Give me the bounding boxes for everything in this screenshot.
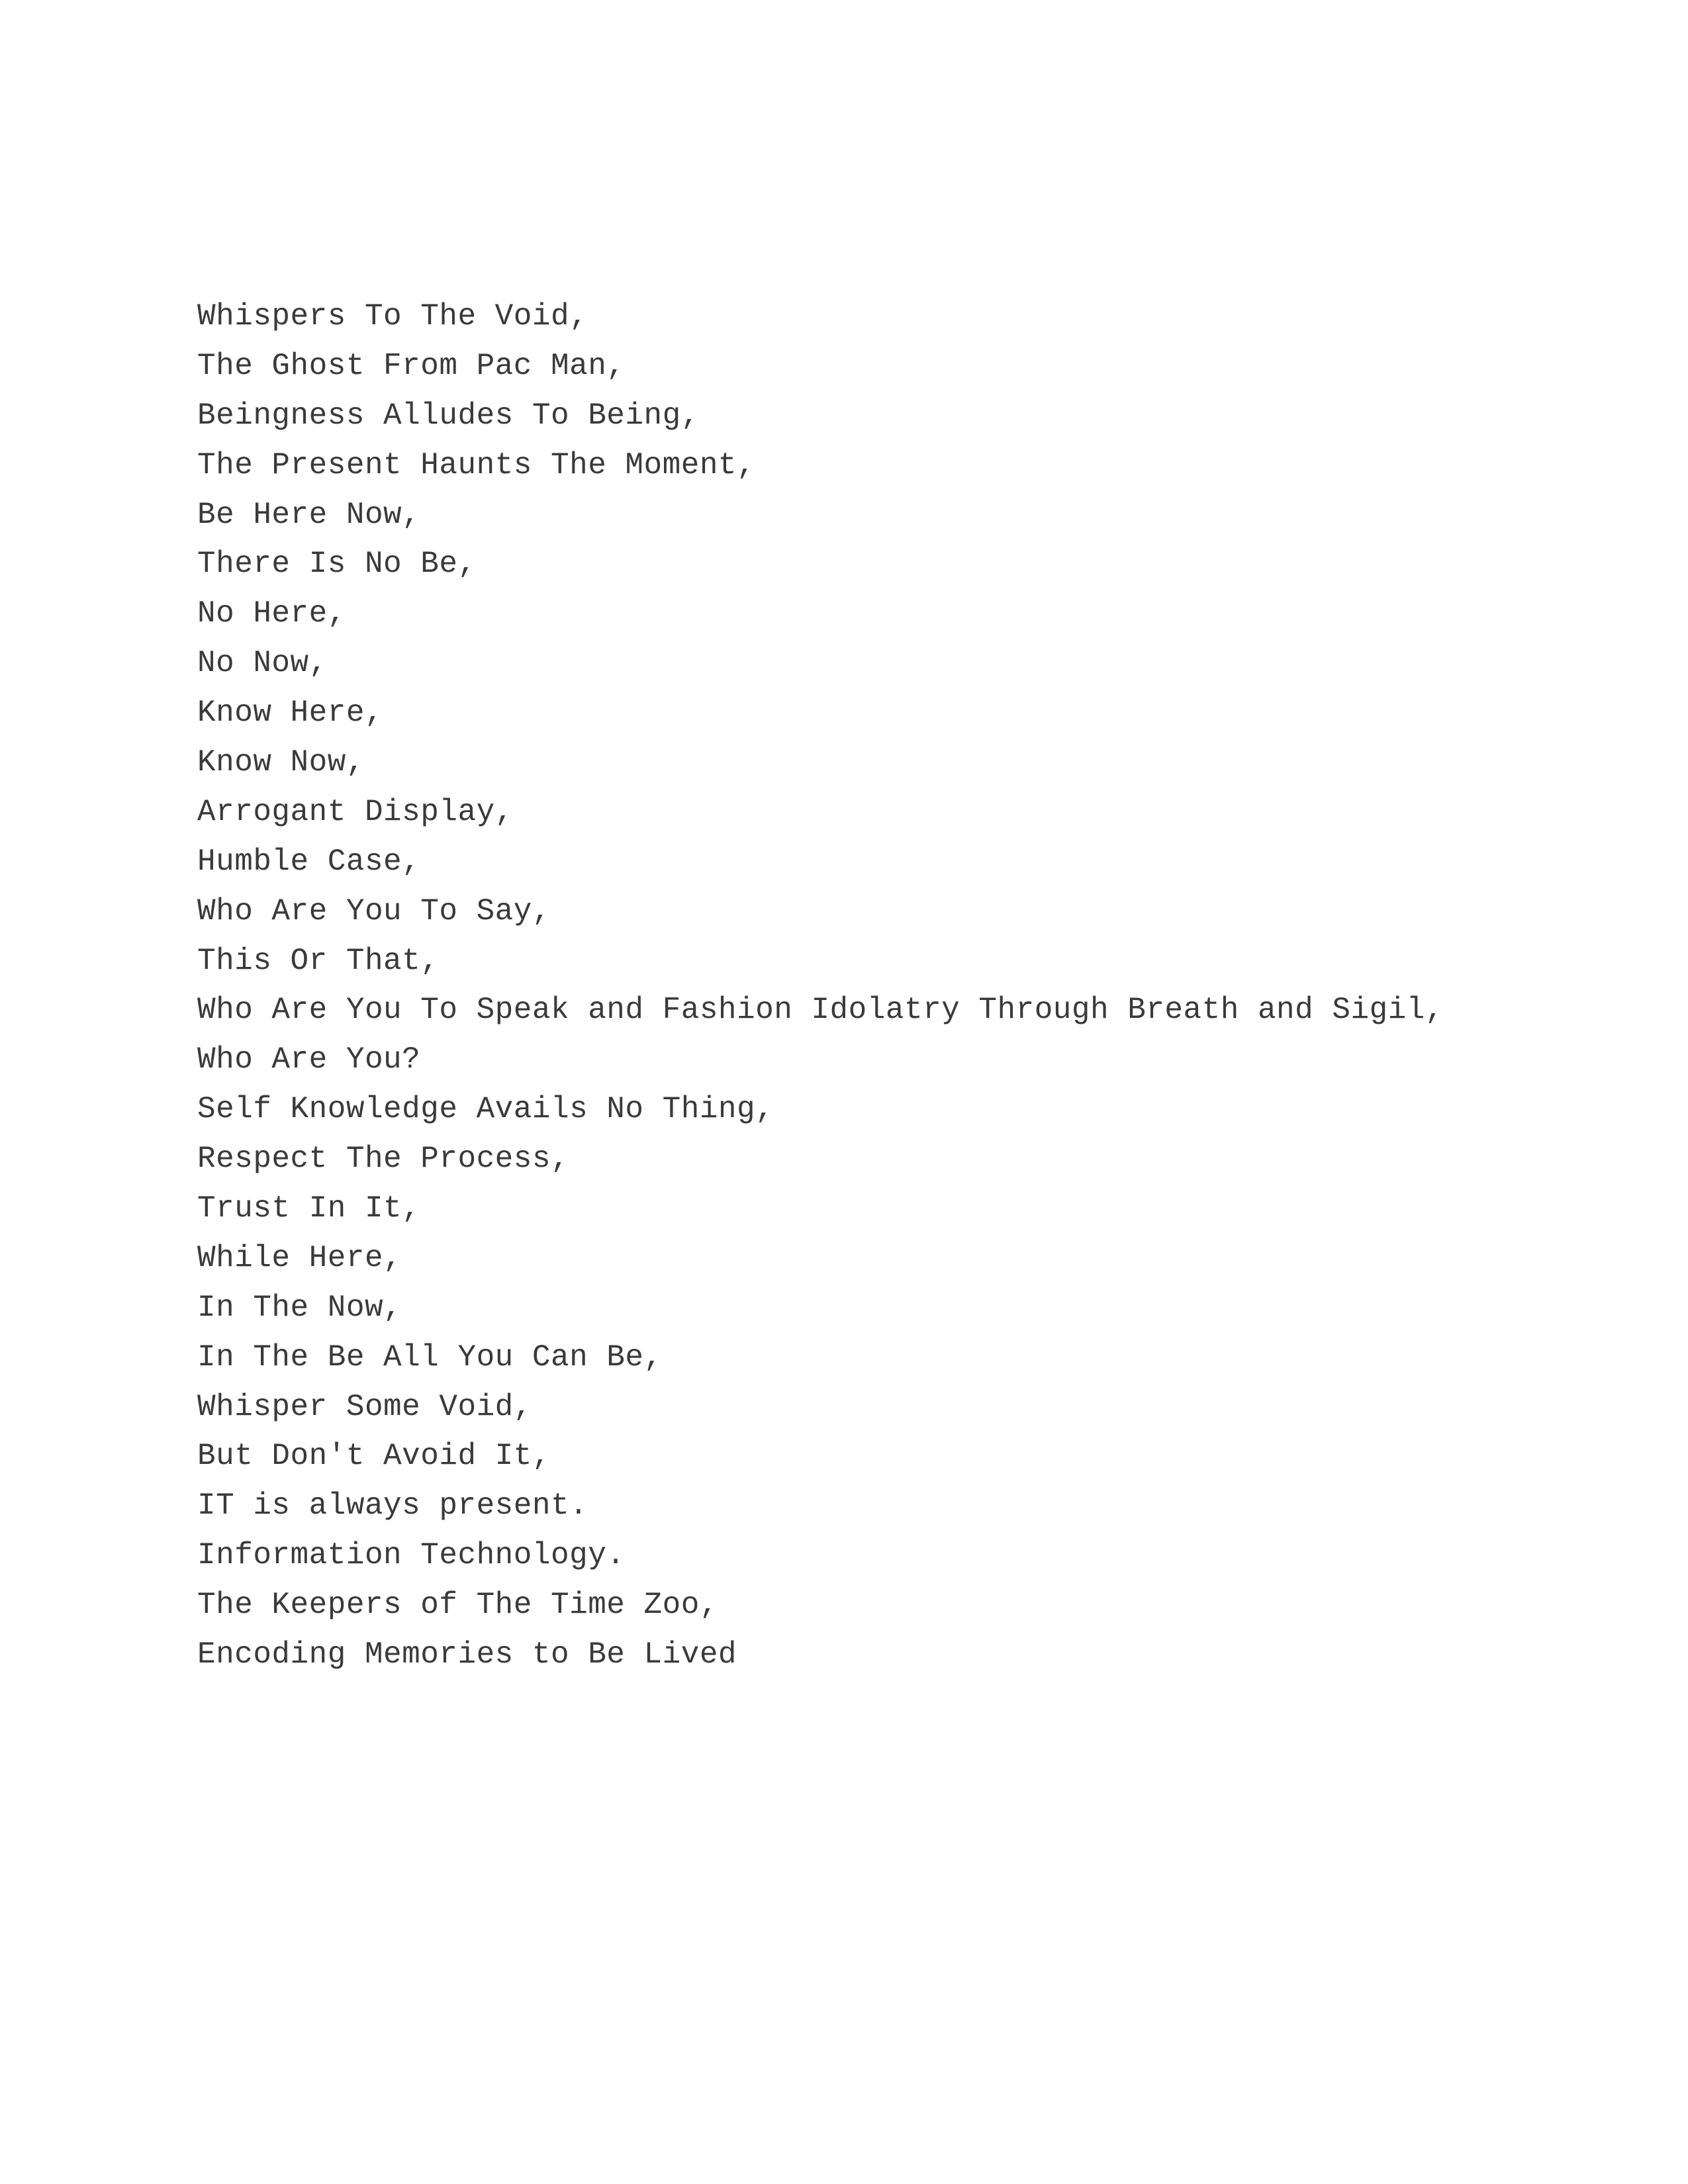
poem-line: IT is always present. bbox=[197, 1488, 588, 1524]
poem-line: No Here, bbox=[197, 596, 346, 631]
poem-line: Respect The Process, bbox=[197, 1142, 570, 1177]
poem-line: Self Knowledge Avails No Thing, bbox=[197, 1092, 774, 1127]
poem-line: Information Technology. bbox=[197, 1538, 626, 1573]
poem-line: Encoding Memories to Be Lived bbox=[197, 1637, 737, 1672]
poem-line: Whispers To The Void, bbox=[197, 299, 588, 334]
poem-line: In The Be All You Can Be, bbox=[197, 1340, 663, 1375]
poem-line: In The Now, bbox=[197, 1290, 402, 1325]
poem-line: Beingness Alludes To Being, bbox=[197, 398, 700, 433]
poem-line: This Or That, bbox=[197, 943, 440, 978]
poem-line: The Ghost From Pac Man, bbox=[197, 348, 626, 383]
poem-line: The Keepers of The Time Zoo, bbox=[197, 1588, 718, 1623]
poem-line: Humble Case, bbox=[197, 844, 421, 879]
poem-line: While Here, bbox=[197, 1240, 402, 1275]
poem-line: No Now, bbox=[197, 646, 328, 681]
poem-line: The Present Haunts The Moment, bbox=[197, 447, 756, 482]
poem-line: Know Now, bbox=[197, 745, 365, 780]
poem-line: Whisper Some Void, bbox=[197, 1389, 532, 1424]
poem-line: But Don't Avoid It, bbox=[197, 1439, 551, 1474]
poem-line: Trust In It, bbox=[197, 1191, 421, 1226]
poem-line: There Is No Be, bbox=[197, 547, 477, 582]
poem-line: Who Are You? bbox=[197, 1042, 421, 1077]
poem-line: Know Here, bbox=[197, 696, 384, 731]
poem-line: Who Are You To Say, bbox=[197, 893, 551, 929]
poem-text bbox=[197, 296, 1444, 1684]
poem-line: Who Are You To Speak and Fashion Idolatry Through Breath and Sigil, bbox=[197, 993, 1444, 1028]
poem-line: Arrogant Display, bbox=[197, 794, 514, 829]
poem-line: Be Here Now, bbox=[197, 497, 421, 532]
